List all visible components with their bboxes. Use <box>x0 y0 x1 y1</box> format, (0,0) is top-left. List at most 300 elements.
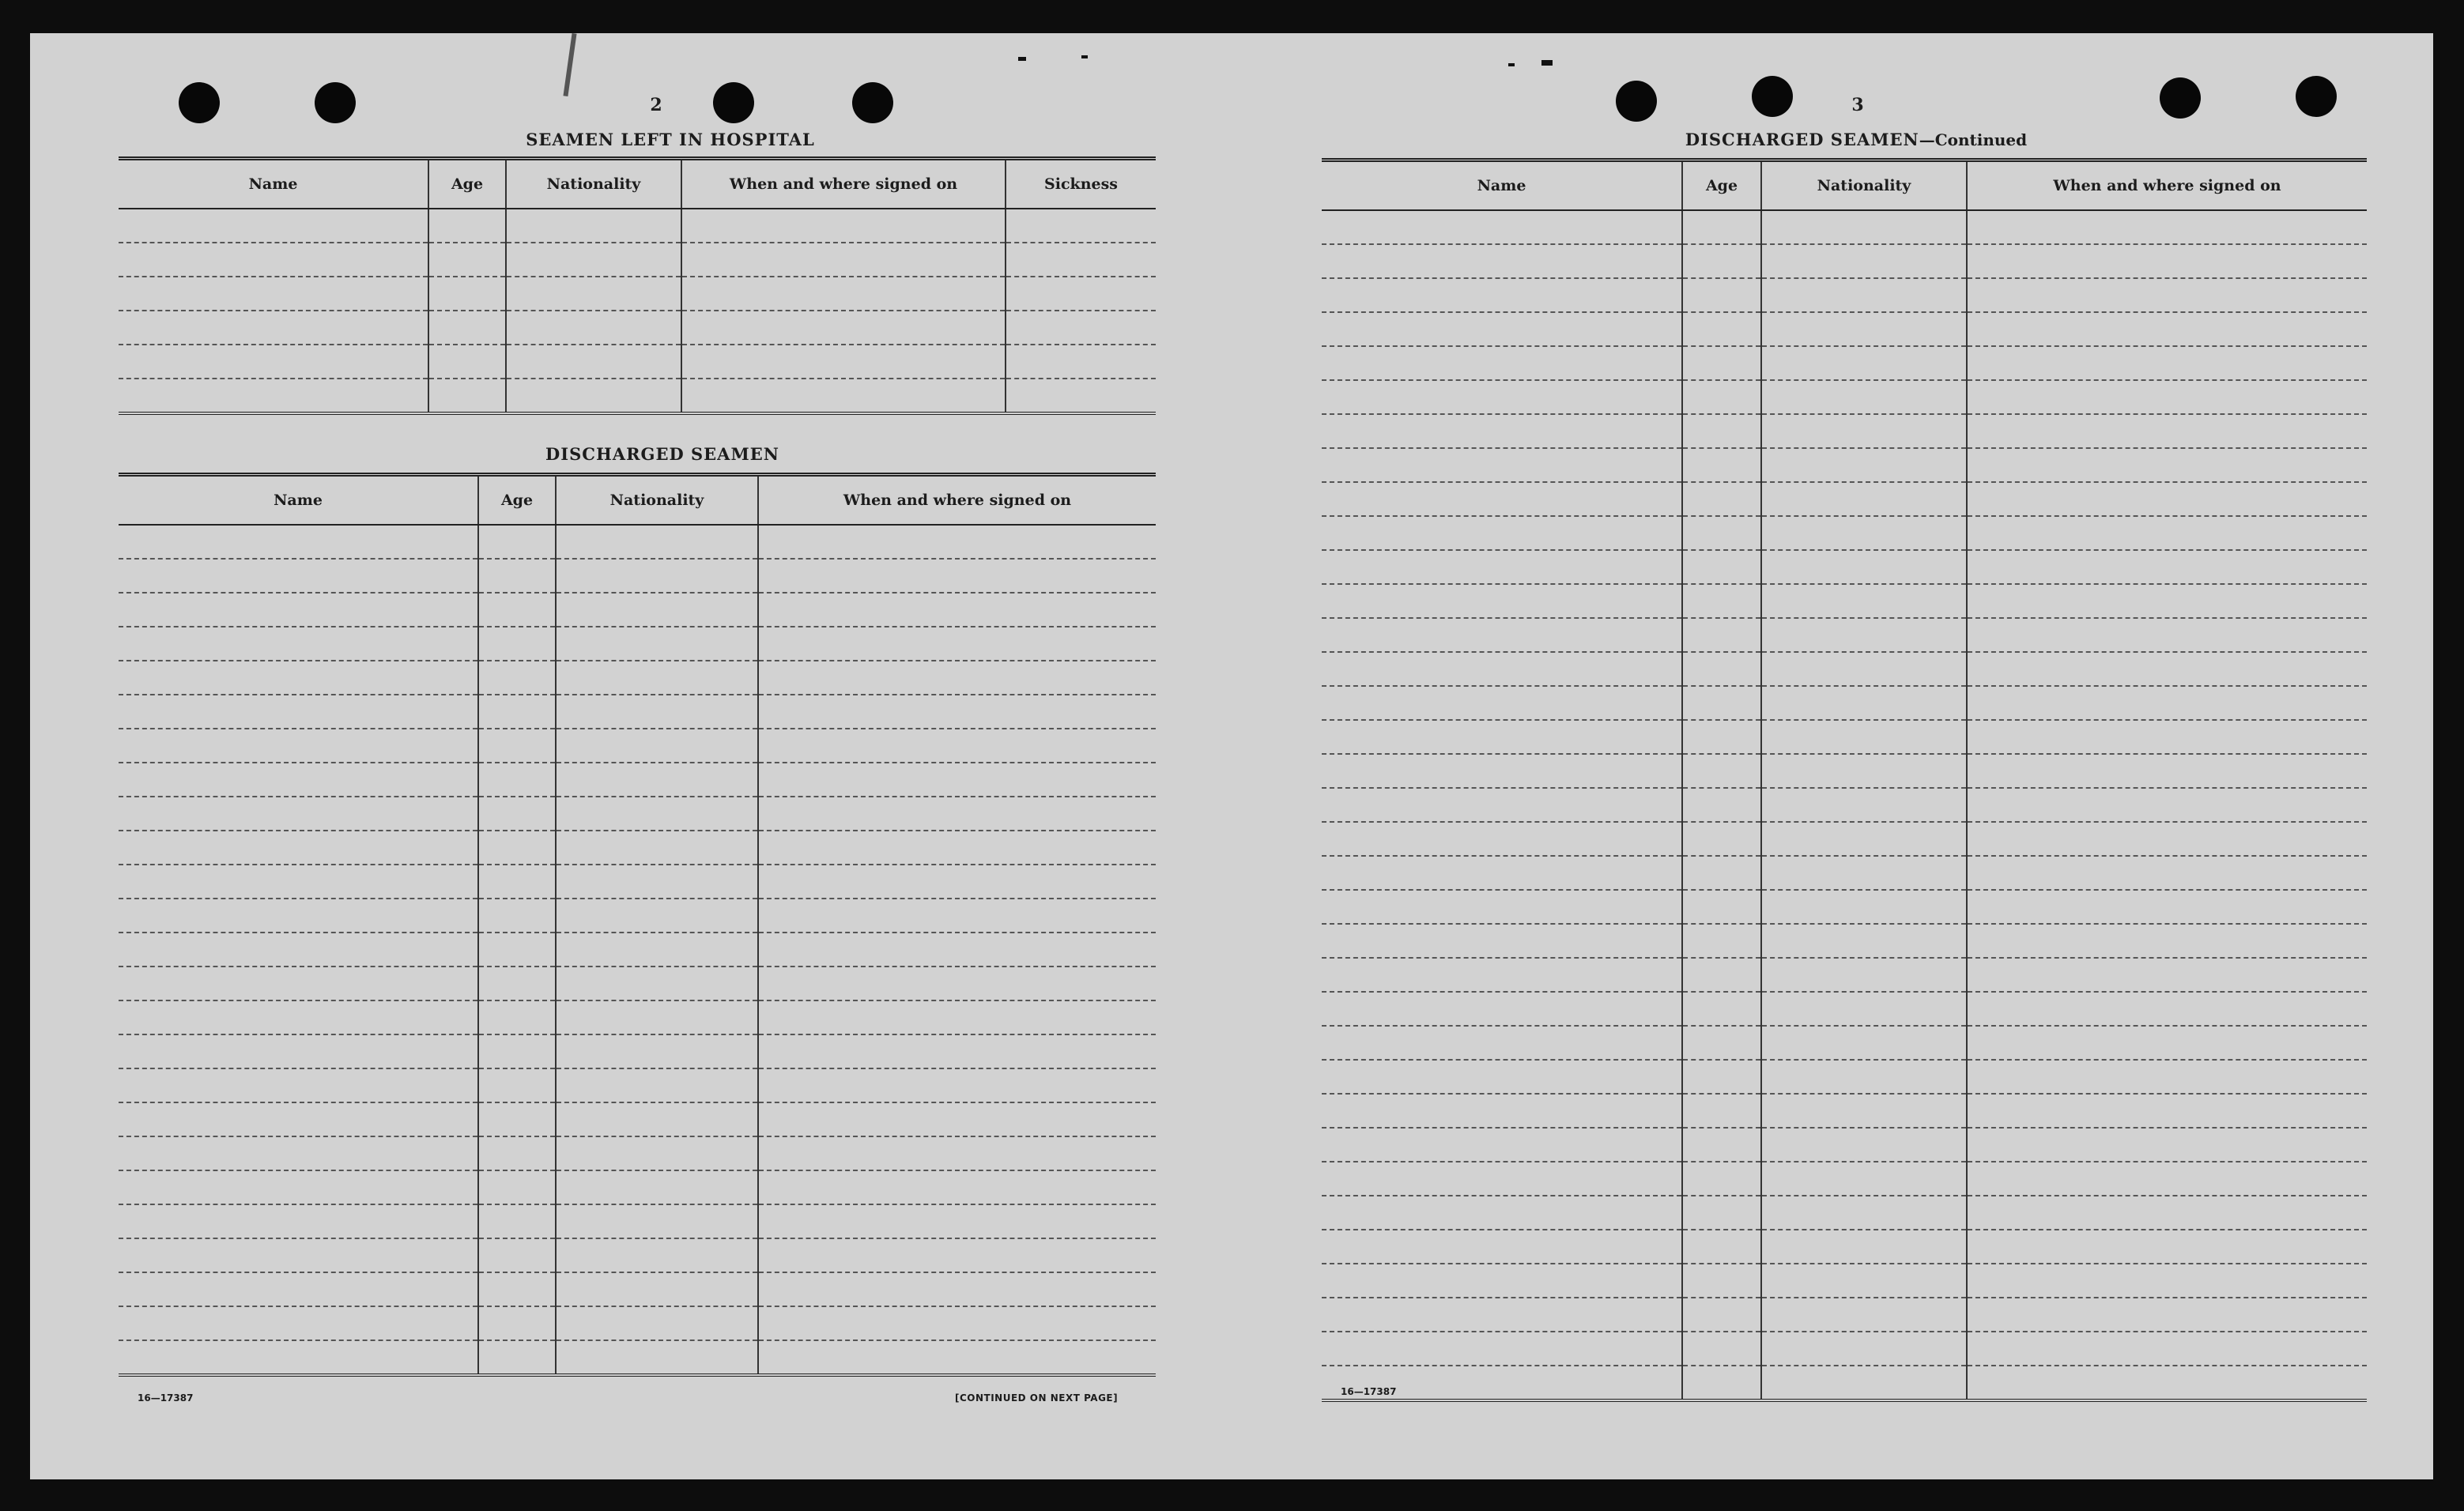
blank-cell <box>1322 1162 1682 1196</box>
blank-cell <box>478 525 556 559</box>
blank-cell <box>556 763 758 797</box>
table-row <box>1322 924 2367 958</box>
table-row <box>1322 720 2367 754</box>
discharged-continued-section-title <box>1651 130 2062 149</box>
blank-cell <box>1682 448 1761 482</box>
blank-cell <box>1322 1128 1682 1162</box>
blank-cell <box>1967 244 2367 278</box>
blank-cell <box>1967 550 2367 584</box>
blank-cell <box>1967 822 2367 856</box>
blank-cell <box>1322 1264 1682 1298</box>
blank-cell <box>119 525 478 559</box>
blank-cell <box>1967 1128 2367 1162</box>
blank-cell <box>1761 1264 1967 1298</box>
blank-cell <box>556 797 758 831</box>
blank-cell <box>119 1102 478 1136</box>
form-code: 16—17387 <box>138 1392 194 1404</box>
table-row <box>1322 584 2367 618</box>
punch-hole <box>1752 76 1793 117</box>
blank-cell <box>1682 516 1761 550</box>
form-code: 16—17387 <box>1341 1386 1397 1397</box>
blank-cell <box>758 627 1156 661</box>
blank-cell <box>681 277 1006 311</box>
blank-cell <box>1322 380 1682 414</box>
blank-cell <box>428 345 506 379</box>
column-header-signed-on: When and where signed on <box>758 475 1156 526</box>
punch-hole <box>2160 77 2201 119</box>
blank-cell <box>556 695 758 729</box>
blank-cell <box>1761 516 1967 550</box>
blank-cell <box>119 831 478 865</box>
blank-cell <box>758 729 1156 763</box>
blank-cell <box>119 899 478 933</box>
blank-cell <box>1682 1366 1761 1400</box>
blank-cell <box>1967 1026 2367 1060</box>
table-row <box>119 593 1156 627</box>
discharged-continued-table <box>1322 158 2367 1402</box>
blank-cell <box>556 1102 758 1136</box>
blank-cell <box>478 661 556 695</box>
blank-cell <box>681 243 1006 277</box>
blank-cell <box>478 593 556 627</box>
blank-cell <box>758 1238 1156 1272</box>
blank-cell <box>1761 244 1967 278</box>
table-row <box>119 1340 1156 1375</box>
blank-cell <box>1967 1060 2367 1094</box>
blank-cell <box>428 277 506 311</box>
blank-cell <box>1682 210 1761 244</box>
blank-cell <box>1967 380 2367 414</box>
blank-cell <box>119 593 478 627</box>
blank-cell <box>1967 856 2367 890</box>
table-row <box>1322 244 2367 278</box>
table-row <box>1322 890 2367 924</box>
blank-cell <box>506 311 681 345</box>
table-row <box>119 661 1156 695</box>
blank-cell <box>478 1102 556 1136</box>
blank-cell <box>1682 244 1761 278</box>
blank-cell <box>1761 992 1967 1026</box>
table-row <box>119 1034 1156 1068</box>
blank-cell <box>1682 1264 1761 1298</box>
blank-cell <box>1682 550 1761 584</box>
blank-cell <box>1967 686 2367 720</box>
blank-cell <box>758 1272 1156 1306</box>
blank-cell <box>1761 1094 1967 1128</box>
blank-cell <box>119 559 478 593</box>
blank-cell <box>1322 618 1682 652</box>
blank-cell <box>1682 414 1761 448</box>
blank-cell <box>1682 1026 1761 1060</box>
table-row <box>119 627 1156 661</box>
column-header-signed-on: When and where signed on <box>681 159 1006 209</box>
table-row <box>119 695 1156 729</box>
blank-cell <box>119 1306 478 1340</box>
blank-cell <box>1761 1366 1967 1400</box>
blank-cell <box>1322 720 1682 754</box>
column-header-name: Name <box>119 159 428 209</box>
blank-cell <box>1006 345 1156 379</box>
blank-cell <box>506 379 681 413</box>
punch-hole <box>315 82 356 123</box>
blank-cell <box>119 729 478 763</box>
table-row <box>119 243 1156 277</box>
page-number: 3 <box>1851 95 1864 115</box>
table-row <box>119 277 1156 311</box>
blank-cell <box>758 967 1156 1000</box>
blank-cell <box>1322 210 1682 244</box>
blank-cell <box>1322 958 1682 992</box>
blank-cell <box>758 1102 1156 1136</box>
table-row <box>119 1170 1156 1204</box>
blank-cell <box>1761 958 1967 992</box>
blank-cell <box>119 763 478 797</box>
blank-cell <box>1322 550 1682 584</box>
blank-cell <box>119 797 478 831</box>
hospital-table <box>119 156 1156 415</box>
table-row <box>119 967 1156 1000</box>
blank-cell <box>1322 1094 1682 1128</box>
blank-cell <box>1682 1060 1761 1094</box>
table-row <box>1322 1026 2367 1060</box>
blank-cell <box>758 831 1156 865</box>
blank-cell <box>119 695 478 729</box>
table-row <box>1322 1196 2367 1230</box>
blank-cell <box>1322 788 1682 822</box>
blank-cell <box>119 933 478 967</box>
blank-cell <box>1006 243 1156 277</box>
blank-cell <box>556 1068 758 1102</box>
table-row <box>119 559 1156 593</box>
table-row <box>119 1136 1156 1170</box>
blank-cell <box>758 593 1156 627</box>
blank-cell <box>556 559 758 593</box>
blank-cell <box>681 209 1006 243</box>
blank-cell <box>478 933 556 967</box>
column-header-nationality: Nationality <box>1761 160 1967 211</box>
blank-cell <box>119 209 428 243</box>
blank-cell <box>1682 754 1761 788</box>
blank-cell <box>119 243 428 277</box>
blank-cell <box>119 865 478 899</box>
blank-cell <box>758 763 1156 797</box>
blank-cell <box>758 1000 1156 1034</box>
blank-cell <box>1967 210 2367 244</box>
blank-cell <box>1322 516 1682 550</box>
table-row <box>1322 380 2367 414</box>
blank-cell <box>556 1000 758 1034</box>
blank-cell <box>478 1034 556 1068</box>
blank-cell <box>119 661 478 695</box>
blank-cell <box>1761 652 1967 686</box>
page-number: 2 <box>650 95 662 115</box>
blank-cell <box>119 345 428 379</box>
blank-cell <box>1322 1230 1682 1264</box>
blank-cell <box>758 899 1156 933</box>
column-header-name: Name <box>1322 160 1682 211</box>
column-header-age: Age <box>478 475 556 526</box>
blank-cell <box>758 1136 1156 1170</box>
blank-cell <box>1761 1026 1967 1060</box>
blank-cell <box>1682 992 1761 1026</box>
blank-cell <box>1682 1128 1761 1162</box>
blank-cell <box>119 1170 478 1204</box>
blank-cell <box>1761 890 1967 924</box>
blank-cell <box>1006 311 1156 345</box>
blank-cell <box>1322 244 1682 278</box>
scan-mark <box>1541 60 1553 66</box>
blank-cell <box>556 1306 758 1340</box>
blank-cell <box>556 1272 758 1306</box>
blank-cell <box>506 209 681 243</box>
blank-cell <box>1322 1332 1682 1366</box>
table-row <box>1322 1094 2367 1128</box>
table-row <box>1322 414 2367 448</box>
blank-cell <box>1967 720 2367 754</box>
blank-cell <box>556 1034 758 1068</box>
table-row <box>1322 278 2367 312</box>
blank-cell <box>1682 958 1761 992</box>
scanned-sheet <box>30 33 2433 1479</box>
blank-cell <box>1682 618 1761 652</box>
blank-cell <box>1322 346 1682 380</box>
blank-cell <box>428 209 506 243</box>
blank-cell <box>478 899 556 933</box>
table-row <box>1322 1230 2367 1264</box>
blank-cell <box>1967 1298 2367 1332</box>
blank-cell <box>758 933 1156 967</box>
table-row <box>1322 652 2367 686</box>
blank-cell <box>119 1136 478 1170</box>
table-row <box>1322 550 2367 584</box>
blank-cell <box>1967 584 2367 618</box>
blank-cell <box>1761 550 1967 584</box>
table-row <box>119 1306 1156 1340</box>
blank-cell <box>1761 584 1967 618</box>
blank-cell <box>1682 380 1761 414</box>
blank-cell <box>1322 924 1682 958</box>
scan-mark <box>1081 55 1088 58</box>
table-row <box>119 1000 1156 1034</box>
blank-cell <box>478 1170 556 1204</box>
blank-cell <box>478 729 556 763</box>
blank-cell <box>556 1340 758 1375</box>
blank-cell <box>119 379 428 413</box>
blank-cell <box>1006 277 1156 311</box>
blank-cell <box>1761 1230 1967 1264</box>
blank-cell <box>1967 278 2367 312</box>
left-page <box>30 33 1232 1479</box>
blank-cell <box>681 311 1006 345</box>
blank-cell <box>1682 822 1761 856</box>
blank-cell <box>556 899 758 933</box>
blank-cell <box>556 967 758 1000</box>
blank-cell <box>556 1238 758 1272</box>
blank-cell <box>758 865 1156 899</box>
table-row <box>1322 1162 2367 1196</box>
blank-cell <box>758 1340 1156 1375</box>
blank-cell <box>506 243 681 277</box>
table-row <box>1322 516 2367 550</box>
column-header-age: Age <box>428 159 506 209</box>
blank-cell <box>556 1136 758 1170</box>
blank-cell <box>758 1068 1156 1102</box>
blank-cell <box>478 1204 556 1238</box>
hospital-section-title: SEAMEN LEFT IN HOSPITAL <box>526 130 815 149</box>
blank-cell <box>478 797 556 831</box>
blank-cell <box>1322 1026 1682 1060</box>
blank-cell <box>1006 379 1156 413</box>
blank-cell <box>1682 482 1761 516</box>
blank-cell <box>1322 1298 1682 1332</box>
blank-cell <box>1322 992 1682 1026</box>
blank-cell <box>1761 380 1967 414</box>
blank-cell <box>1967 1264 2367 1298</box>
table-row <box>1322 1366 2367 1400</box>
blank-cell <box>478 1340 556 1375</box>
table-row <box>119 933 1156 967</box>
blank-cell <box>428 311 506 345</box>
blank-cell <box>1761 924 1967 958</box>
table-row <box>1322 448 2367 482</box>
blank-cell <box>478 831 556 865</box>
blank-cell <box>556 729 758 763</box>
blank-cell <box>1322 822 1682 856</box>
table-row <box>1322 856 2367 890</box>
blank-cell <box>758 1170 1156 1204</box>
blank-cell <box>478 763 556 797</box>
blank-cell <box>1682 1094 1761 1128</box>
blank-cell <box>1322 278 1682 312</box>
table-row <box>1322 788 2367 822</box>
blank-cell <box>1761 1128 1967 1162</box>
blank-cell <box>1967 516 2367 550</box>
blank-cell <box>1967 992 2367 1026</box>
blank-cell <box>1761 788 1967 822</box>
table-row <box>1322 1060 2367 1094</box>
blank-cell <box>119 311 428 345</box>
column-header-sickness: Sickness <box>1006 159 1156 209</box>
blank-cell <box>1761 856 1967 890</box>
punch-hole <box>1616 81 1657 122</box>
punch-hole <box>713 82 754 123</box>
blank-cell <box>1967 448 2367 482</box>
table-row <box>119 797 1156 831</box>
blank-cell <box>1761 482 1967 516</box>
blank-cell <box>1967 618 2367 652</box>
column-header-signed-on: When and where signed on <box>1967 160 2367 211</box>
table-row <box>119 899 1156 933</box>
blank-cell <box>1682 890 1761 924</box>
table-row <box>1322 1264 2367 1298</box>
blank-cell <box>1682 788 1761 822</box>
table-row <box>1322 992 2367 1026</box>
blank-cell <box>1761 822 1967 856</box>
blank-cell <box>1682 312 1761 346</box>
blank-cell <box>1682 1332 1761 1366</box>
blank-cell <box>1322 448 1682 482</box>
column-header-nationality: Nationality <box>556 475 758 526</box>
blank-cell <box>1761 1298 1967 1332</box>
blank-cell <box>119 1000 478 1034</box>
blank-cell <box>478 1000 556 1034</box>
blank-cell <box>478 967 556 1000</box>
blank-cell <box>1761 312 1967 346</box>
right-page <box>1232 33 2433 1479</box>
blank-cell <box>1761 448 1967 482</box>
blank-cell <box>1761 346 1967 380</box>
blank-cell <box>556 831 758 865</box>
blank-cell <box>119 1034 478 1068</box>
blank-cell <box>556 627 758 661</box>
table-row <box>1322 482 2367 516</box>
table-row <box>1322 754 2367 788</box>
table-row <box>1322 1128 2367 1162</box>
blank-cell <box>1322 1060 1682 1094</box>
blank-cell <box>556 525 758 559</box>
blank-cell <box>1967 958 2367 992</box>
table-row <box>1322 618 2367 652</box>
table-row <box>119 311 1156 345</box>
blank-cell <box>1761 278 1967 312</box>
blank-cell <box>1761 1162 1967 1196</box>
punch-hole <box>852 82 893 123</box>
table-row <box>119 209 1156 243</box>
blank-cell <box>1967 1162 2367 1196</box>
table-row <box>119 525 1156 559</box>
column-header-name: Name <box>119 475 478 526</box>
table-row <box>1322 1298 2367 1332</box>
blank-cell <box>1761 618 1967 652</box>
blank-cell <box>119 627 478 661</box>
table-row <box>119 1102 1156 1136</box>
table-row <box>1322 346 2367 380</box>
blank-cell <box>1322 414 1682 448</box>
table-row <box>119 729 1156 763</box>
blank-cell <box>1967 652 2367 686</box>
discharged-table <box>119 473 1156 1377</box>
blank-cell <box>1682 1196 1761 1230</box>
blank-cell <box>1682 924 1761 958</box>
blank-cell <box>506 345 681 379</box>
blank-cell <box>1967 788 2367 822</box>
blank-cell <box>1967 1230 2367 1264</box>
blank-cell <box>1006 209 1156 243</box>
blank-cell <box>119 1204 478 1238</box>
blank-cell <box>1682 584 1761 618</box>
blank-cell <box>1682 1298 1761 1332</box>
blank-cell <box>1322 686 1682 720</box>
blank-cell <box>1967 924 2367 958</box>
table-row <box>119 379 1156 413</box>
blank-cell <box>1322 584 1682 618</box>
blank-cell <box>478 1068 556 1102</box>
blank-cell <box>556 661 758 695</box>
blank-cell <box>1682 686 1761 720</box>
table-row <box>119 763 1156 797</box>
blank-cell <box>1322 482 1682 516</box>
blank-cell <box>119 1068 478 1102</box>
blank-cell <box>1322 1196 1682 1230</box>
blank-cell <box>1682 720 1761 754</box>
blank-cell <box>758 1204 1156 1238</box>
blank-cell <box>478 1272 556 1306</box>
scan-mark <box>1018 57 1026 61</box>
blank-cell <box>758 1306 1156 1340</box>
table-row <box>1322 822 2367 856</box>
blank-cell <box>1761 1332 1967 1366</box>
blank-cell <box>758 695 1156 729</box>
